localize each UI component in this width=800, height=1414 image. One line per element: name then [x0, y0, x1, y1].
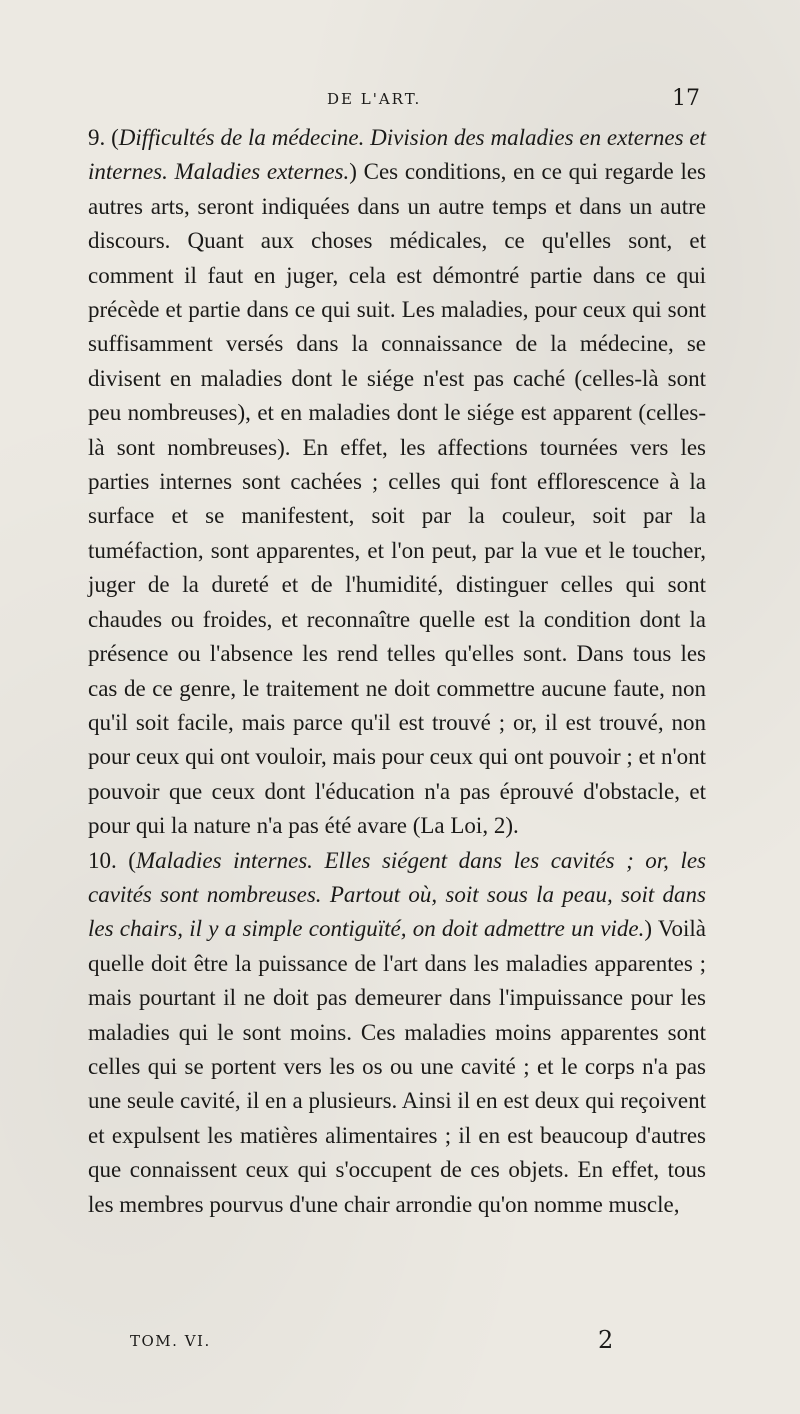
section-title-italic: Difficultés de la médecine. Division des maladies en externes et internes. Maladies externes.: [88, 125, 706, 185]
section-title-italic: Maladies internes. Elles siégent dans les cavités ; or, les cavités sont nombreuses. Partout où, soit sous la peau, soit dans les chairs, il y a simple contiguïté, on doit admettre un vide.: [88, 847, 706, 942]
paragraph-10: [62, 844, 706, 1222]
page-footer: [0, 1326, 800, 1356]
paragraph-9: [62, 121, 706, 844]
page-number: 17: [672, 86, 700, 111]
paragraph-number: 10.: [88, 847, 129, 873]
close-paren: ): [349, 159, 357, 185]
paragraph-number: 9.: [88, 125, 112, 150]
running-head: DE L'ART.: [327, 90, 422, 108]
close-paren: ): [644, 916, 653, 942]
page-body: [62, 121, 706, 1222]
quire-mark: 2: [598, 1326, 614, 1354]
paragraph-text: Ces conditions, en ce qui regarde les autres arts, seront indiquées dans un autre temps et dans un autre discours. Quant aux choses médicales, ce qu'elles sont, et comment il faut en juger, cela est démontré partie dans ce qui précède et partie dans ce qui suit. Les maladies, pour ceux qui sont suffisamment versés dans la connaissance de la médecine, se divisent en maladies dont le siége n'est pas caché (celles-là sont peu nombreuses), et en maladies dont le siége est apparent (celles-là sont nombreuses). En effet, les affections tournées vers les parties internes sont cachées ; celles qui font efflorescence à la surface et se manifestent, soit par la couleur, soit par la tuméfaction, sont apparentes, et l'on peut, par la vue et le toucher, juger de la dureté et de l'humidité, distinguer celles qui sont chaudes ou froides, et reconnaître quelle est la condition dont la présence ou l'absence les rend telles qu'elles sont. Dans tous les cas de ce genre, le traitement ne doit commettre aucune faute, non qu'il soit facile, mais parce qu'il est trouvé ; or, il est trouvé, non pour ceux qui ont vouloir, mais pour ceux qui ont pouvoir ; et n'ont pouvoir que ceux dont l'éducation n'a pas éprouvé d'obstacle, et pour qui la nature n'a pas été avare (La Loi, 2).: [88, 159, 706, 839]
paragraph-text: Voilà quelle doit être la puissance de l'art dans les maladies apparentes ; mais pourtant il ne doit pas demeurer dans l'impuissance pour les maladies qui le sont moins. Ces maladies moins apparentes sont celles qui se portent vers les os ou une cavité ; et le corps n'a pas une seule cavité, il en a plusieurs. Ainsi il en est deux qui reçoivent et expulsent les matières alimentaires ; il en est beaucoup d'autres que connaissent ceux qui s'occupent de ces objets. En effet, tous les membres pourvus d'une chair arrondie qu'on nomme muscle,: [88, 916, 706, 1217]
open-paren: (: [111, 125, 119, 150]
open-paren: (: [128, 847, 136, 873]
signature-mark: TOM. VI.: [130, 1332, 211, 1350]
